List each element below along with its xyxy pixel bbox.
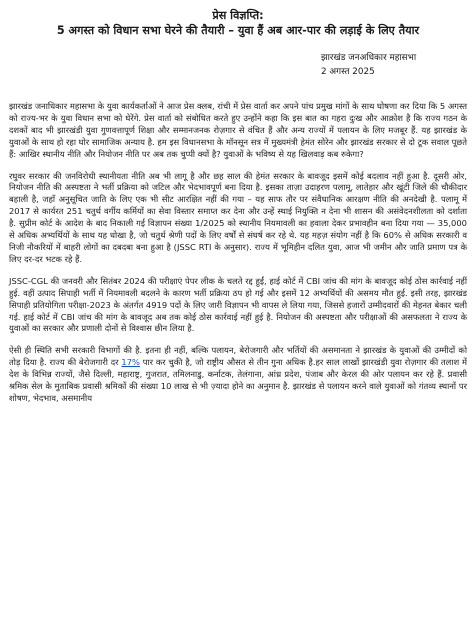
press-release-heading xyxy=(9,8,467,38)
unemployment-rate-link[interactable]: 17% xyxy=(121,357,140,368)
paragraph-4 xyxy=(9,345,467,405)
release-date: 2 अगस्त 2025 xyxy=(321,66,375,77)
heading-label: प्रेस विज्ञप्ति: xyxy=(212,9,264,22)
signature-block xyxy=(321,52,467,79)
paragraph-1: झारखंड जनाधिकार महासभा के युवा कार्यकर्ताओं ने आज प्रेस क्लब, रांची में प्रेस वार्ता कर अपने पांच प्रमुख मांगों के साथ घोषणा कर दिया कि 5 अगस्त को राज्य-भर के युवा विधान सभा को घेरेंगे. प्रेस वार्ता को संबोधित करते हुए उन्होंने कहा कि इस बात का गहरा दुःख और आक्रोश है कि राज्य गठन के दशकों बाद भी झारखंडी युवा गुणवत्तापूर्ण शिक्षा और सम्मानजनक रोज़गार से वंचित हैं और अन्य राज्यों में पलायन के लिए मजबूर हैं. यह झारखंड के युवाओं के साथ हो रहा घोर सामाजिक अन्याय है. हम इस विधानसभा के मॉनसून सत्र में मुख्यमंत्री हेमंत सोरेन और झारखंड सरकार से दो टूक सवाल पूछते हैं: आखिर स्थानीय नीति और नियोजन नीति पर अब तक चुप्पी क्यों है? युवाओं के भविष्य से यह खिलवाड़ कब रुकेगा? xyxy=(9,101,467,159)
heading-title: 5 अगस्त को विधान सभा घेरने की तैयारी – युवा हैं अब आर-पार की लड़ाई के लिए तैयार xyxy=(56,24,420,37)
document-body xyxy=(9,101,467,405)
paragraph-3: JSSC-CGL की जनवरी और सितंबर 2024 की परीक्षाएं पेपर लीक के चलते रद्द हुईं, हाई कोर्ट में CBI जांच की मांग के बावजूद कोई ठोस कार्रवाई नहीं हुई. वहीं उत्पाद सिपाही भर्ती में नियमावली बदलने के कारण भर्ती प्रक्रिया ठप हो गई और इसमें 12 अभ्यर्थियों की असमय मौत हुई. इसी तरह, झारखंड सिपाही प्रतियोगिता परीक्षा-2023 के अंतर्गत 4919 पदों के लिए जारी विज्ञापन भी वापस ले लिया गया, जिससे हजारों उम्मीदवारों की मेहनत बेकार चली गई. हाई कोर्ट में CBI जांच की मांग के बावजूद अब तक कोई ठोस कार्रवाई नहीं हुई है. नियोजन की अस्पष्टता और परीक्षाओं की असफलता ने राज्य के युवाओं का सरकार और प्रणाली दोनों से विश्वास छीन लिया है. xyxy=(9,275,467,334)
paragraph-4-text-b: पार कर चुकी है, जो राष्ट्रीय औसत से तीन गुना अधिक है.हर साल लाखों झारखंडी युवा रोज़गार की तलाश में देश के विभिन्न राज्यों, जैसे दिल्ली, महाराष्ट्र, गुजरात, तमिलनाडु, कर्नाटक, तेलंगाना, आंध्र प्रदेश, पंजाब और केरल की ओर पलायन कर रहे हैं. प्रवासी श्रमिक सेल के मुताबिक प्रवासी श्रमिकों की संख्या 10 लाख से भी ज़्यादा होने का अनुमान है. झारखंड से पलायन करने वाले युवाओं को गंतव्य स्थानों पर शोषण, भेदभाव, असमानीय xyxy=(9,357,467,403)
paragraph-2: रघुवर सरकार की जनविरोधी स्थानीयता नीति अब भी लागू है और छह साल की हेमंत सरकार के बावजूद इसमें कोई बदलाव नहीं हुआ है. दूसरी ओर, नियोजन नीति की अस्पष्टता ने भर्ती प्रक्रिया को जटिल और भेदभावपूर्ण बना दिया है. इसका ताज़ा उदाहरण पलामू, लातेहार और खूंटी जिले की चौकीदार बहाली है, जहाँ अनुसूचित जाति के लिए एक भी सीट आरक्षित नहीं की गया – यह साफ तौर पर संवैधानिक आरक्षण नीति की अनदेखी है. पलामू में 2017 से कार्यरत 251 चतुर्थ वर्गीय कर्मियों का सेवा विस्तार समाप्त कर देना और उन्हें स्थाई नियुक्ति न देना भी शासन की असंवेदनशीलता को दर्शाता है. सुप्रीम कोर्ट के आदेश के बाद निकाली गई विज्ञापन संख्या 1/2025 को स्थानीय नियमावली का हवाला देकर प्रभावहीन बना दिया गया — 35,000 से अधिक अभ्यर्थियों के साथ यह धोखा है, जो चतुर्थ श्रेणी पदों के लिए वर्षों से संघर्ष कर रहे थे. यह महज़ संयोग नहीं है कि 60% से अधिक सरकारी व निजी नौकरियों में बाहरी लोगों का दबदबा बना हुआ है (JSSC RTI के अनुसार). राज्य में भूमिहीन दलित युवा, आज भी जमीन और जाति प्रमाण पत्र के लिए दर-दर भटक रहे हैं. xyxy=(9,170,467,264)
paragraph-4-text-a: ऐसी ही स्थिति सभी सरकारी विभागों की है. इतना ही नहीं, बल्कि पलायन, बेरोजगारी और भर्तियों की असमानता ने झारखंड के युवाओं की उम्मीदों को तोड़ दिया है. राज्य की बेरोजगारी दर xyxy=(9,345,467,368)
organization-name: झारखंड जनअधिकार महासभा xyxy=(321,53,417,63)
